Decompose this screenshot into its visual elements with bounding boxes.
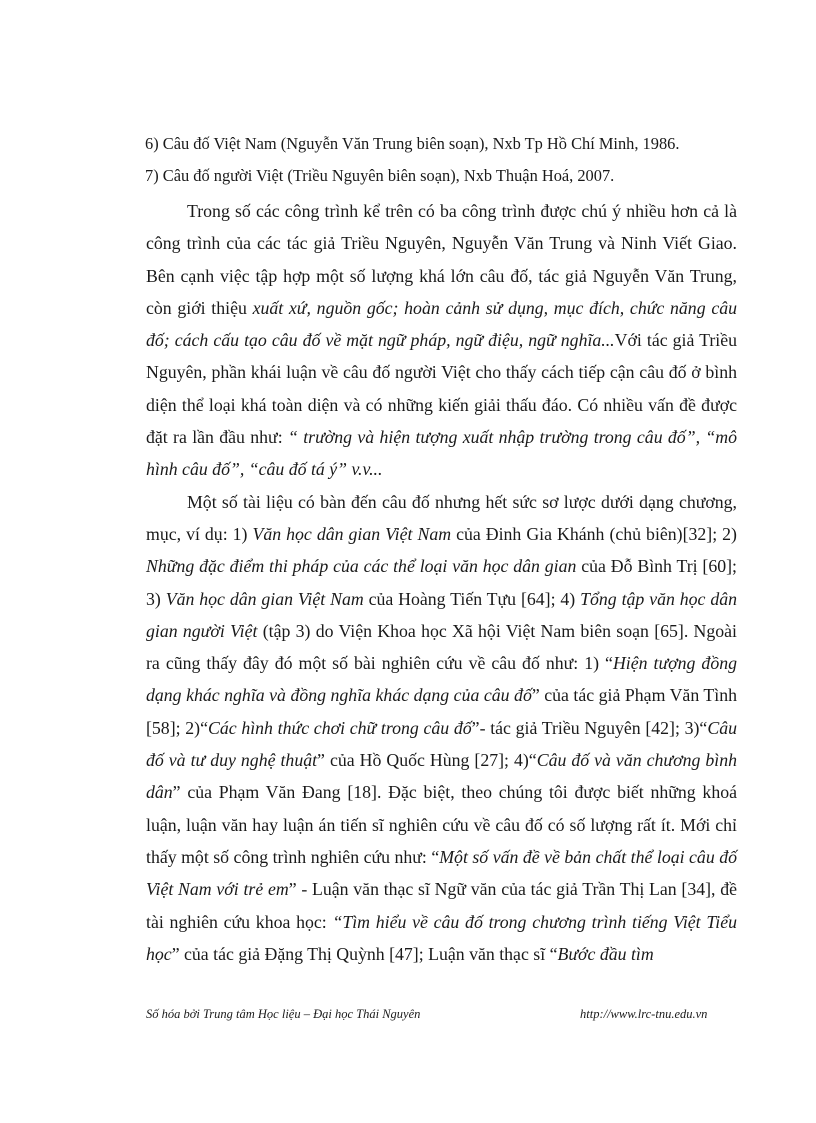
reference-text: Câu đố Việt Nam (Nguyễn Văn Trung biên soạn), Nxb Tp Hồ Chí Minh, 1986. xyxy=(162,134,680,153)
body-text xyxy=(146,195,737,970)
text-run-italic: “Tìm hiểu về câu đố trong chương trình tiếng Việt Tiểu học xyxy=(146,911,737,964)
text-run: ” của Phạm Văn Đang [18]. Đặc biệt, theo chúng tôi được biết những khoá luận, luận văn hay luận án tiến sĩ nghiên cứu về câu đố có số lượng rất ít. Mới chỉ thấy một số công trình nghiên cứu như: “ xyxy=(146,782,737,867)
text-run: Một số tài liệu có bàn đến câu đố nhưng hết sức sơ lược dưới dạng chương, mục, ví dụ: 1) xyxy=(146,491,737,544)
reference-item-6 xyxy=(145,134,679,154)
reference-number: 6) xyxy=(145,134,159,153)
text-run: ”- tác giả Triều Nguyên [42]; 3)“ xyxy=(471,717,708,738)
text-run: Trong số các công trình kể trên có ba công trình được chú ý nhiều hơn cả là công trình của các tác giả Triều Nguyên, Nguyễn Văn Trung và Ninh Viết Giao. Bên cạnh việc tập hợp một số lượng khá lớn câu đố, tác giả Nguyễn Văn Trung, còn giới thiệu xyxy=(146,201,737,318)
text-run: ” của tác giả Đặng Thị Quỳnh [47]; Luận văn thạc sĩ “ xyxy=(171,943,558,964)
text-run: của Đinh Gia Khánh (chủ biên)[32]; 2) xyxy=(451,523,737,544)
text-run: của Đỗ Bình Trị [60]; 3) xyxy=(146,556,737,609)
paragraph xyxy=(146,486,737,970)
footer-source: Số hóa bởi Trung tâm Học liệu – Đại học Thái Nguyên xyxy=(146,1007,421,1021)
reference-text: Câu đố người Việt (Triều Nguyên biên soạn), Nxb Thuận Hoá, 2007. xyxy=(162,166,615,185)
reference-item-7 xyxy=(145,166,614,186)
text-run: ” - Luận văn thạc sĩ Ngữ văn của tác giả Trần Thị Lan [34], đề tài nghiên cứu khoa học: xyxy=(146,879,738,932)
reference-number: 7) xyxy=(145,166,159,185)
text-run: (tập 3) do Viện Khoa học Xã hội Việt Nam biên soạn [65]. Ngoài ra cũng thấy đây đó một số bài nghiên cứu về câu đố như: 1) “ xyxy=(146,620,738,674)
text-run: của Hoàng Tiến Tựu [64]; 4) xyxy=(363,588,581,609)
footer-url: http://www.lrc-tnu.edu.vn xyxy=(580,1007,708,1021)
text-run-italic: Một số vấn đề về bản chất thể loại câu đố Việt Nam với trẻ em xyxy=(146,846,737,900)
text-run-italic: Văn học dân gian Việt Nam xyxy=(252,523,452,544)
text-run-italic: Câu đố và văn chương bình dân xyxy=(146,750,737,803)
text-run-italic: xuất xứ, nguồn gốc; hoàn cảnh sử dụng, mục đích, chức năng câu đố; cách cấu tạo câu đố về mặt ngữ pháp, ngữ điệu, ngữ nghĩa... xyxy=(146,297,737,351)
paragraph xyxy=(146,195,737,486)
text-run-italic: “ trường và hiện tượng xuất nhập trường trong câu đố”, “mô hình câu đố”, “câu đố tá ý” v.v... xyxy=(146,427,737,480)
text-run-italic: Những đặc điểm thi pháp của các thể loại văn học dân gian xyxy=(146,556,577,577)
text-run-italic: Tổng tập văn học dân gian người Việt xyxy=(146,588,738,641)
text-run: ” của tác giả Phạm Văn Tình [58]; 2)“ xyxy=(146,685,737,738)
text-run-italic: Các hình thức chơi chữ trong câu đố xyxy=(207,717,472,738)
text-run-italic: Hiện tượng đồng dạng khác nghĩa và đồng nghĩa khác dạng của câu đố xyxy=(146,653,737,706)
text-run-italic: Văn học dân gian Việt Nam xyxy=(165,588,364,609)
text-run-italic: Câu đố và tư duy nghệ thuật xyxy=(146,717,737,771)
text-run: ” của Hồ Quốc Hùng [27]; 4)“ xyxy=(317,750,537,771)
text-run-italic: Bước đầu tìm xyxy=(557,943,654,964)
text-run: Với tác giả Triều Nguyên, phần khái luận về câu đố người Việt cho thấy cách tiếp cận câu đố ở bình diện thể loại khá toàn diện và có những kiến giải thấu đáo. Có nhiều vấn đề được đặt ra lần đầu như: xyxy=(146,330,737,448)
